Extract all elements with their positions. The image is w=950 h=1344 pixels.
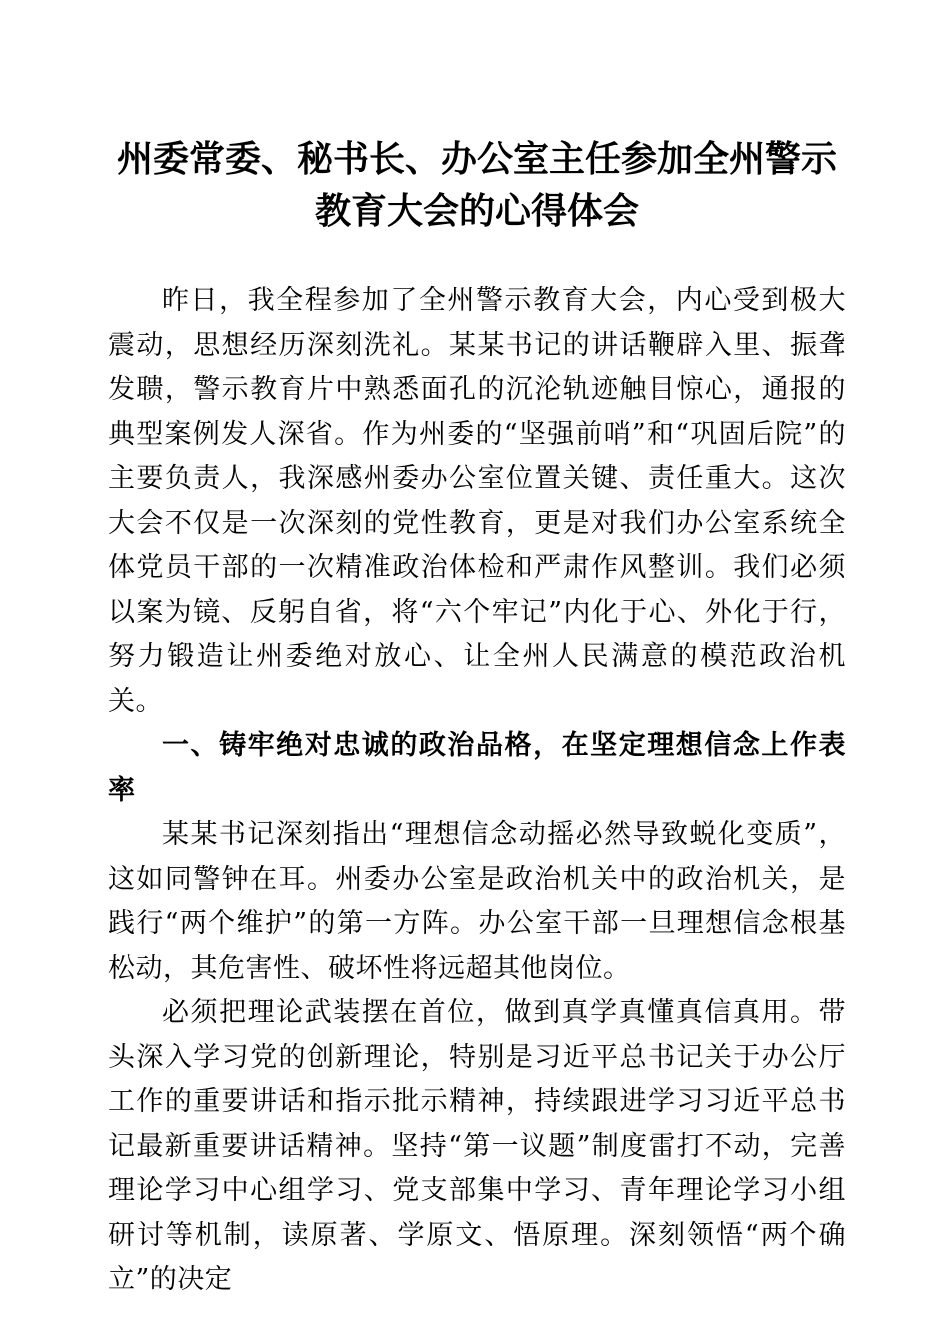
document-title: 州委常委、秘书长、办公室主任参加全州警示教育大会的心得体会 — [116, 138, 837, 232]
intro-paragraph: 昨日，我全程参加了全州警示教育大会，内心受到极大震动，思想经历深刻洗礼。某某书记的讲话鞭辟入里、振聋发聩，警示教育片中熟悉面孔的沉沦轨迹触目惊心，通报的典型案例发人深省。作为州委的“坚强前哨”和“巩固后院”的主要负责人，我深感州委办公室位置关键、责任重大。这次大会不仅是一次深刻的党性教育，更是对我们办公室系统全体党员干部的一次精准政治体检和严肃作风整训。我们必须以案为镜、反躬自省，将“六个牢记”内化于心、外化于行，努力锻造让州委绝对放心、让全州人民满意的模范政治机关。 — [108, 285, 846, 717]
document-content — [108, 0, 846, 1303]
section-1-paragraph-2: 必须把理论武装摆在首位，做到真学真懂真信真用。带头深入学习党的创新理论，特别是习近平总书记关于办公厅工作的重要讲话和指示批示精神，持续跟进学习习近平总书记最新重要讲话精神。坚持“第一议题”制度雷打不动，完善理论学习中心组学习、党支部集中学习、青年理论学习小组研讨等机制，读原著、学原文、悟原理。深刻领悟“两个确立”的决定 — [108, 997, 846, 1295]
section-1-paragraph-1: 某某书记深刻指出“理想信念动摇必然导致蜕化变质”，这如同警钟在耳。州委办公室是政治机关中的政治机关，是践行“两个维护”的第一方阵。办公室干部一旦理想信念根基松动，其危害性、破坏性将远超其他岗位。 — [108, 819, 846, 984]
document-body — [108, 279, 846, 1303]
section-1-heading: 一、铸牢绝对忠诚的政治品格，在坚定理想信念上作表率 — [108, 730, 846, 806]
